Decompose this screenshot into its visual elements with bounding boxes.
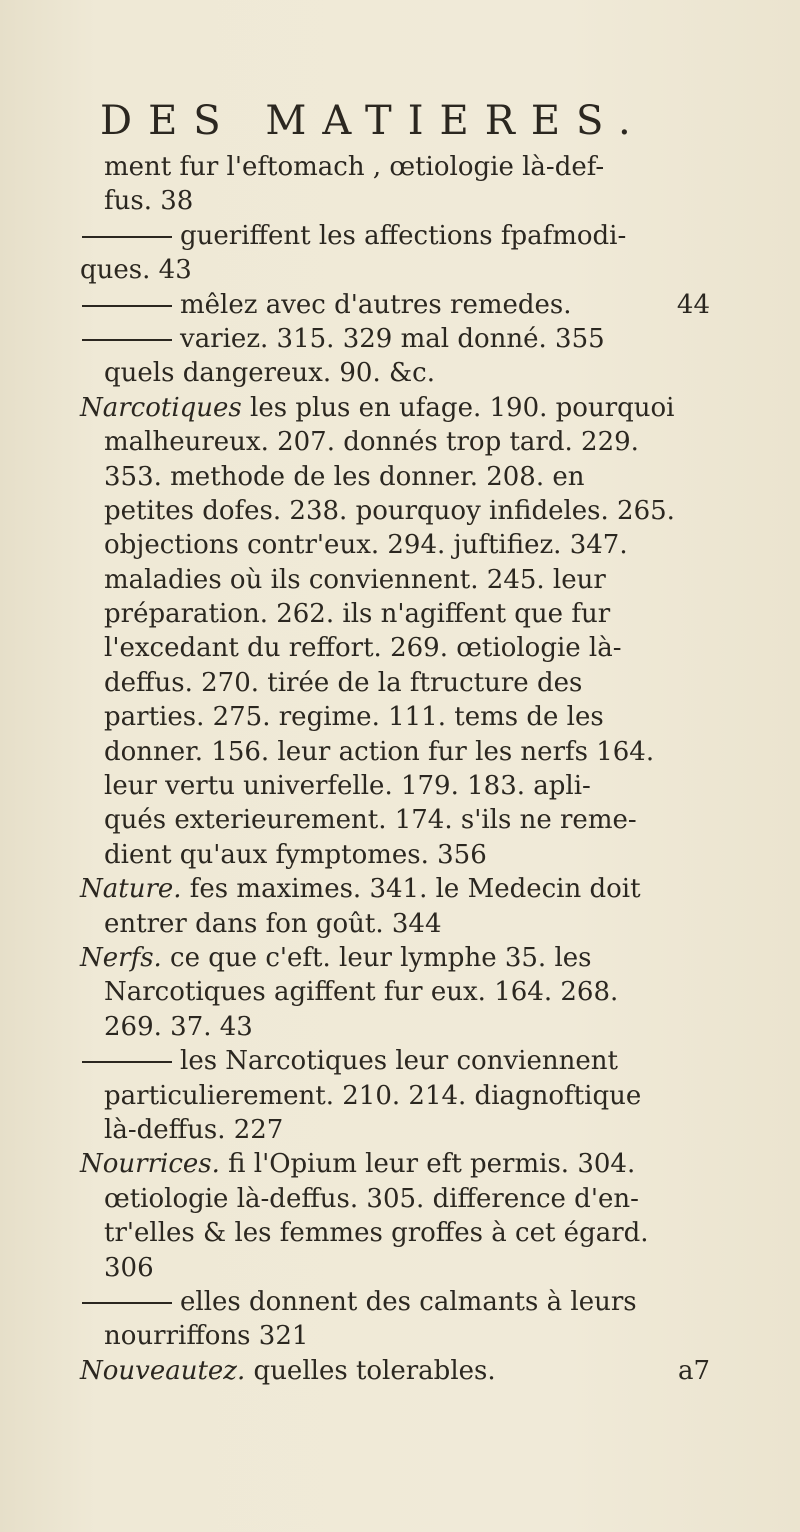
headword: Nouveautez. <box>80 1355 246 1386</box>
index-line <box>80 425 710 459</box>
index-line <box>80 1044 710 1078</box>
entry-text: 353. methode de les donner. 208. en <box>104 461 585 492</box>
entry-text: l'excedant du reffort. 269. œtiologie là- <box>104 633 622 664</box>
repeat-dash <box>82 1302 172 1304</box>
index-line <box>80 769 710 803</box>
entry-text: objections contr'eux. 294. juftifiez. 347. <box>104 530 628 561</box>
index-line <box>80 563 710 597</box>
index-line <box>80 184 710 218</box>
entry-text: là-deffus. 227 <box>104 1114 284 1145</box>
entry-text: gueriffent les affections fpafmodi- <box>180 220 627 251</box>
entry-text: maladies où ils conviennent. 245. leur <box>104 564 606 595</box>
index-line <box>80 803 710 837</box>
headword: Nourrices. <box>80 1149 220 1180</box>
entry-text: ment fur l'eftomach , œtiologie là-def- <box>104 152 605 182</box>
entry-text: parties. 275. regime. 111. tems de les <box>104 702 604 733</box>
repeat-dash <box>82 236 172 238</box>
entry-text: mêlez avec d'autres remedes. <box>180 289 572 320</box>
entry-text: 269. 37. 43 <box>104 1011 253 1042</box>
index-line <box>80 838 710 872</box>
headword: Narcotiques <box>80 392 242 423</box>
entry-text: 306 <box>104 1252 154 1283</box>
index-line <box>80 631 710 665</box>
entry-text: Narcotiques agiffent fur eux. 164. 268. <box>104 977 619 1008</box>
entry-text: donner. 156. leur action fur les nerfs 164. <box>104 736 655 767</box>
index-line <box>80 1319 710 1353</box>
index-line <box>80 288 710 322</box>
entry-text: quelles tolerables. <box>245 1355 496 1386</box>
entry-text: deffus. 270. tirée de la ftructure des <box>104 667 583 698</box>
entry-text: entrer dans fon goût. 344 <box>104 908 442 939</box>
entry-text: elles donnent des calmants à leurs <box>180 1286 637 1317</box>
index-line <box>80 700 710 734</box>
index-line <box>80 150 710 184</box>
index-line <box>80 1182 710 1216</box>
index-line <box>80 494 710 528</box>
index-line <box>80 391 710 425</box>
entry-text: petites dofes. 238. pourquoy infideles. 265. <box>104 495 675 526</box>
index-line <box>80 1147 710 1181</box>
index-line <box>80 1079 710 1113</box>
index-line <box>80 219 710 253</box>
index-line <box>80 322 710 356</box>
running-head: DES MATIERES. <box>100 98 647 144</box>
entry-text: œtiologie là-deffus. 305. difference d'en- <box>104 1183 639 1214</box>
entry-text: dient qu'aux fymptomes. 356 <box>104 839 487 870</box>
index-line <box>80 666 710 700</box>
index-line <box>80 1216 710 1250</box>
index-line <box>80 907 710 941</box>
index-entries <box>80 150 710 1388</box>
entry-text: fus. 38 <box>104 186 194 217</box>
index-line <box>80 735 710 769</box>
entry-text: quels dangereux. 90. &c. <box>104 358 435 389</box>
index-line <box>80 1113 710 1147</box>
headword: Nature. <box>80 874 182 905</box>
repeat-dash <box>82 1061 172 1063</box>
index-line <box>80 460 710 494</box>
repeat-dash <box>82 305 172 307</box>
entry-text: ce que c'eft. leur lymphe 35. les <box>161 942 592 973</box>
index-line <box>80 1010 710 1044</box>
index-line <box>80 975 710 1009</box>
signature-mark: a7 <box>677 1355 710 1386</box>
index-line <box>80 941 710 975</box>
entry-text: leur vertu univerfelle. 179. 183. apli- <box>104 771 591 802</box>
entry-text: particulierement. 210. 214. diagnoftique <box>104 1080 642 1111</box>
entry-text: les plus en ufage. 190. pourquoi <box>241 392 675 423</box>
index-line <box>80 1285 710 1319</box>
entry-text: qués exterieurement. 174. s'ils ne reme- <box>104 805 637 836</box>
entry-text: nourriffons 321 <box>104 1321 309 1352</box>
entry-text: tr'elles & les femmes groffes à cet égard. <box>104 1218 649 1249</box>
index-line <box>80 597 710 631</box>
headword: Nerfs. <box>80 942 162 973</box>
index-line <box>80 528 710 562</box>
index-line <box>80 872 710 906</box>
entry-text: préparation. 262. ils n'agiffent que fur <box>104 599 611 630</box>
entry-text: les Narcotiques leur conviennent <box>180 1046 618 1077</box>
entry-text: fi l'Opium leur eft permis. 304. <box>219 1149 636 1180</box>
repeat-dash <box>82 339 172 341</box>
index-line <box>80 253 710 287</box>
entry-text: fes maximes. 341. le Medecin doit <box>181 874 641 905</box>
entry-text: malheureux. 207. donnés trop tard. 229. <box>104 427 639 458</box>
index-line <box>80 1354 710 1388</box>
entry-text: variez. 315. 329 mal donné. 355 <box>180 323 605 354</box>
page-reference: 44 <box>676 289 710 320</box>
index-line <box>80 1251 710 1285</box>
index-line <box>80 356 710 390</box>
entry-text: ques. 43 <box>80 255 192 286</box>
